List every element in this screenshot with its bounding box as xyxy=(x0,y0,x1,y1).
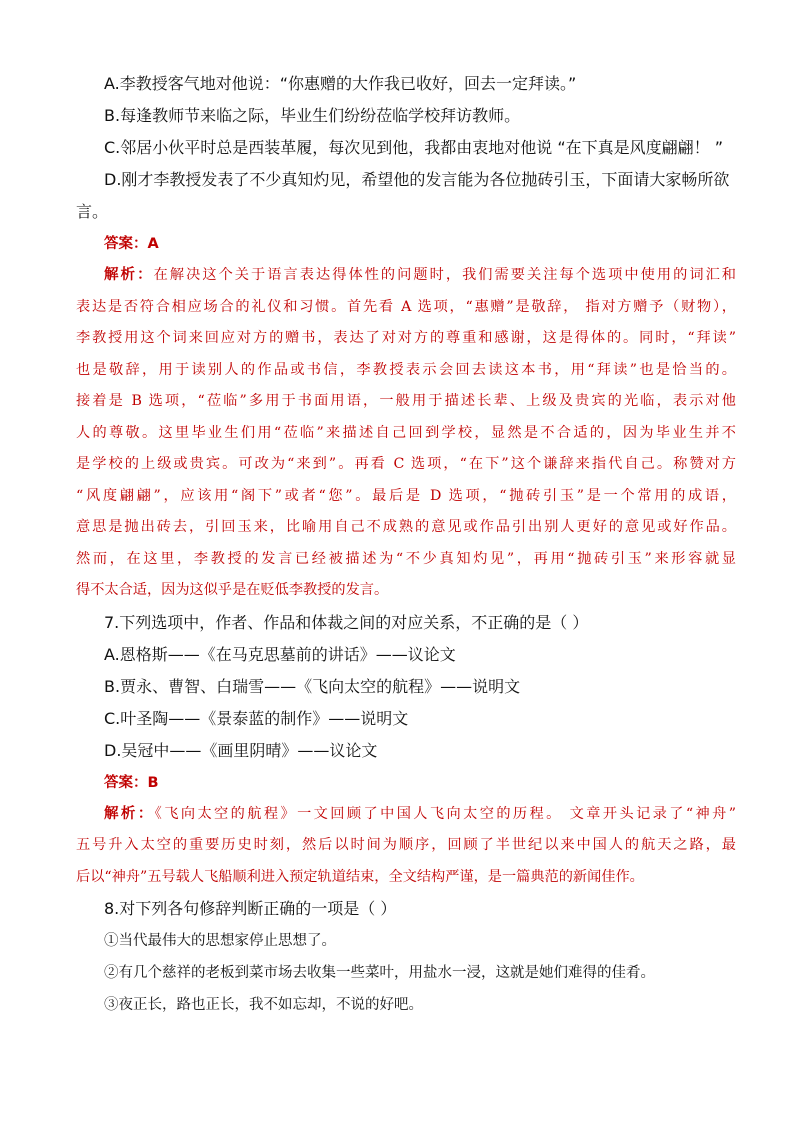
q7-analysis-label: 解析： xyxy=(104,805,155,822)
q6-analysis-line: 然而，在这里，李教授的发言已经被描述为“不少真知灼见”，再用“抛砖引玉”来形容就显 xyxy=(76,550,736,567)
q7-analysis-line: 五号升入太空的重要历史时刻，然后以时间为顺序，回顾了半世纪以来中国人的航天之路，最 xyxy=(76,837,736,853)
q7-analysis xyxy=(76,799,736,894)
q6-option-b: B.每逢教师节来临之际，毕业生们纷纷莅临学校拜访教师。 xyxy=(104,106,521,125)
q6-answer-value: A xyxy=(147,236,159,252)
q7-stem: 7.下列选项中，作者、作品和体裁之间的对应关系，不正确的是（ ） xyxy=(104,612,589,632)
q7-analysis-line: 解析：《飞向太空的航程》一文回顾了中国人飞向太空的历程。 文章开头记录了“神舟” xyxy=(104,805,737,822)
q7-answer-value: B xyxy=(147,774,159,791)
q7-answer xyxy=(76,767,736,799)
q6-analysis-line: 人的尊敬。这里毕业生们用“莅临”来描述自己回到学校，显然是不合适的，因为毕业生并不 xyxy=(76,424,736,441)
q8-item-1: ①当代最伟大的思想家停止思想了。 xyxy=(104,933,336,949)
q7-analysis-line: 后以“神舟”五号载人飞船顺利进入预定轨道结束，全文结构严谨，是一篇典范的新闻佳作。 xyxy=(76,868,644,885)
document-content xyxy=(76,68,736,1021)
q6-analysis-line: “风度翩翩”，应该用“阁下”或者“您”。最后是 D 选项，“抛砖引玉”是一个常用的成语， xyxy=(76,487,736,504)
q6-analysis-line: 李教授用这个词来回应对方的赠书，表达了对对方的尊重和感谢，这是得体的。同时，“拜读” xyxy=(76,330,736,346)
q6-answer-label: 答案： xyxy=(104,236,148,252)
q6-option-a: A.李教授客气地对他说：“你惠赠的大作我已收好，回去一定拜读。” xyxy=(104,74,577,93)
q6-analysis-line: 意思是抛出砖去，引回玉来，比喻用自己不成熟的意见或作品引出别人更好的意见或好作品。 xyxy=(76,519,736,535)
q6-option-d-continued: 言。 xyxy=(76,202,109,221)
q8-item-2: ②有几个慈祥的老板到菜市场去收集一些菜叶，用盐水一浸，这就是她们难得的佳肴。 xyxy=(104,965,655,981)
q7-option-b: B.贾永、曹智、白瑞雪——《飞向太空的航程》——说明文 xyxy=(104,676,521,696)
q6-option-c: C.邻居小伙平时总是西装革履，每次见到他，我都由衷地对他说 “在下真是风度翩翩！ ” xyxy=(104,138,724,157)
q7-option-c: C.叶圣陶——《景泰蓝的制作》——说明文 xyxy=(104,708,409,728)
q6-analysis-label: 解析： xyxy=(104,267,154,283)
q6-analysis-line: 是学校的上级或贵宾。可改为“来到”。再看 C 选项，“在下”这个谦辞来指代自己。称赞对方 xyxy=(76,456,736,472)
q7-option-a: A.恩格斯——《在马克思墓前的讲话》——议论文 xyxy=(104,644,456,664)
q8-stem: 8.对下列各句修辞判断正确的一项是（ ） xyxy=(104,899,397,918)
q6-analysis xyxy=(76,260,736,607)
q6-analysis-line: 解析：在解决这个关于语言表达得体性的问题时，我们需要关注每个选项中使用的词汇和 xyxy=(104,267,736,283)
q6-answer xyxy=(76,228,736,260)
q6-analysis-line: 接着是 B 选项，“莅临”多用于书面用语，一般用于描述长辈、上级及贵宾的光临，表示对他 xyxy=(76,393,736,409)
q6-analysis-line: 得不太合适，因为这似乎是在贬低李教授的发言。 xyxy=(76,582,389,598)
q6-analysis-line: 表达是否符合相应场合的礼仪和习惯。首先看 A 选项，“惠赠”是敬辞， 指对方赠予（财物）， xyxy=(76,298,736,315)
q8-item-3: ③夜正长，路也正长，我不如忘却，不说的好吧。 xyxy=(104,997,423,1013)
q7-option-d: D.吴冠中——《画里阴晴》——议论文 xyxy=(104,740,378,760)
q6-analysis-line: 也是敬辞，用于读别人的作品或书信，李教授表示会回去读这本书，用“拜读”也是恰当的。 xyxy=(76,361,736,378)
q7-answer-label: 答案： xyxy=(104,774,148,791)
q6-option-d: D.刚才李教授发表了不少真知灼见，希望他的发言能为各位抛砖引玉，下面请大家畅所欲 xyxy=(104,170,730,189)
